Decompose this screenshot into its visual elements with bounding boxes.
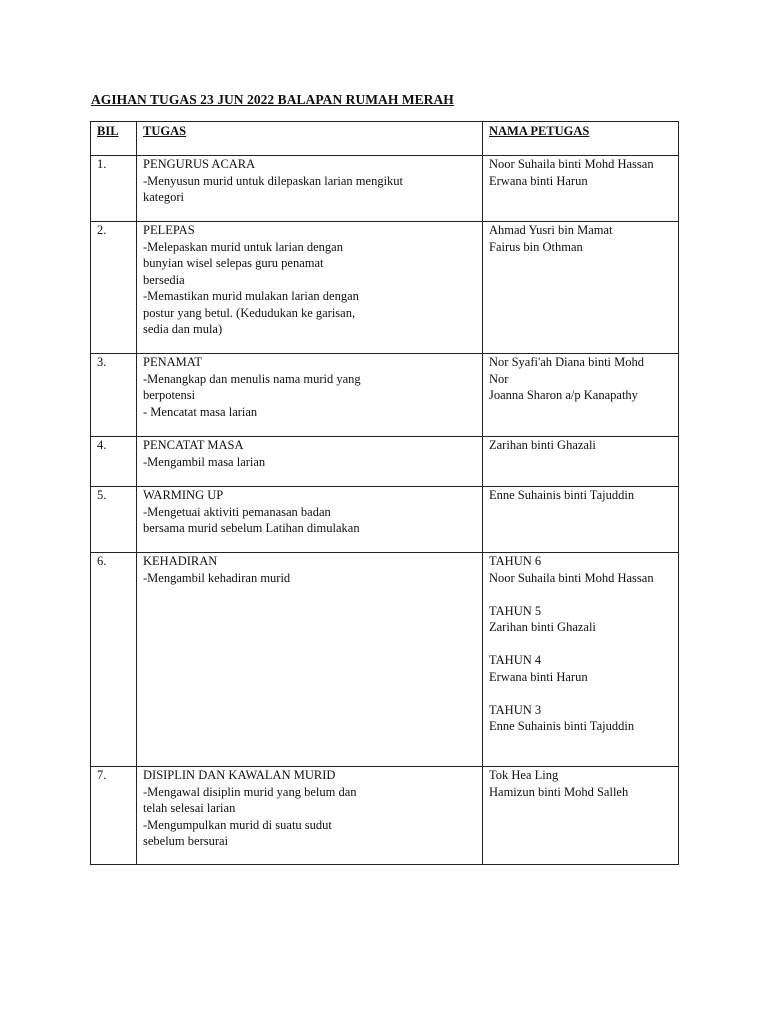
row-number: 5.: [97, 488, 107, 502]
task-line: postur yang betul. (Kedudukan ke garisan,: [143, 305, 356, 320]
task-line: PELEPAS: [143, 223, 195, 237]
task-line: berpotensi: [143, 388, 196, 402]
cell-nama-petugas: [483, 767, 679, 865]
task-line: kategori: [143, 190, 184, 204]
spacer: [489, 586, 672, 603]
task-line: -Memastikan murid mulakan larian dengan: [143, 289, 359, 303]
header-tugas: TUGAS: [137, 122, 483, 156]
task-line: -Melepaskan murid untuk larian dengan: [143, 239, 343, 254]
cell-nama-petugas: [483, 354, 679, 437]
officer-line: Zarihan binti Ghazali: [489, 620, 596, 634]
task-line: -Menyusun murid untuk dilepaskan larian mengikut: [143, 173, 404, 188]
cell-nama-petugas: [483, 553, 679, 767]
cell-tugas: [137, 354, 483, 437]
row-number: 1.: [97, 157, 107, 171]
cell-tugas: [137, 553, 483, 767]
row-number: 2.: [97, 223, 107, 237]
row-number: 6.: [97, 554, 107, 568]
cell-bil: [91, 156, 137, 222]
officer-line: Noor Suhaila binti Mohd Hassan: [489, 570, 654, 585]
cell-nama-petugas: [483, 437, 679, 487]
officer-line: Tok Hea Ling: [489, 768, 559, 782]
officer-line: Noor Suhaila binti Mohd Hassan: [489, 157, 654, 171]
cell-tugas: [137, 767, 483, 865]
table-row: [91, 437, 679, 487]
spacer: [489, 685, 672, 702]
task-line: -Mengumpulkan murid di suatu sudut: [143, 817, 332, 832]
cell-bil: [91, 487, 137, 553]
officer-line: Joanna Sharon a/p Kanapathy: [489, 388, 638, 402]
header-nama-petugas: NAMA PETUGAS: [483, 122, 679, 156]
officer-line: TAHUN 4: [489, 653, 542, 667]
cell-bil: [91, 354, 137, 437]
cell-bil: [91, 437, 137, 487]
officer-line: Erwana binti Harun: [489, 173, 588, 188]
header-bil: BIL: [91, 122, 137, 156]
table-row: [91, 487, 679, 553]
cell-nama-petugas: [483, 222, 679, 354]
task-line: -Mengambil masa larian: [143, 454, 266, 469]
cell-bil: [91, 553, 137, 767]
table-row: [91, 553, 679, 767]
cell-nama-petugas: [483, 487, 679, 553]
task-line: PENGURUS ACARA: [143, 157, 256, 171]
task-line: bersedia: [143, 272, 185, 287]
officer-line: TAHUN 3: [489, 702, 542, 717]
task-line: - Mencatat masa larian: [143, 404, 258, 419]
task-line: -Mengetuai aktiviti pemanasan badan: [143, 504, 331, 519]
cell-tugas: [137, 437, 483, 487]
officer-line: Enne Suhainis binti Tajuddin: [489, 719, 635, 733]
spacer: [489, 636, 672, 653]
officer-line: Fairus bin Othman: [489, 239, 583, 254]
cell-tugas: [137, 487, 483, 553]
row-number: 7.: [97, 768, 107, 782]
table-row: [91, 354, 679, 437]
task-line: bunyian wisel selepas guru penamat: [143, 256, 324, 270]
task-line: KEHADIRAN: [143, 554, 218, 568]
table-body: [91, 156, 679, 865]
officer-line: Ahmad Yusri bin Mamat: [489, 223, 613, 237]
task-line: -Menangkap dan menulis nama murid yang: [143, 371, 361, 386]
cell-bil: [91, 222, 137, 354]
cell-bil: [91, 767, 137, 865]
task-line: -Mengawal disiplin murid yang belum dan: [143, 784, 357, 799]
officer-line: Zarihan binti Ghazali: [489, 438, 596, 452]
table-row: [91, 156, 679, 222]
officer-line: TAHUN 5: [489, 603, 542, 618]
task-line: WARMING UP: [143, 488, 224, 502]
officer-line: Hamizun binti Mohd Salleh: [489, 784, 629, 799]
officer-line: Nor: [489, 371, 509, 386]
task-line: PENCATAT MASA: [143, 438, 244, 452]
row-number: 3.: [97, 355, 107, 369]
page-title: AGIHAN TUGAS 23 JUN 2022 BALAPAN RUMAH MERAH: [91, 92, 454, 107]
cell-nama-petugas: [483, 156, 679, 222]
task-line: -Mengambil kehadiran murid: [143, 570, 291, 585]
officer-line: Erwana binti Harun: [489, 669, 588, 684]
table-header-row: [91, 122, 679, 156]
table-row: [91, 767, 679, 865]
duty-table: [90, 121, 679, 865]
cell-tugas: [137, 156, 483, 222]
cell-tugas: [137, 222, 483, 354]
task-line: bersama murid sebelum Latihan dimulakan: [143, 521, 360, 535]
officer-line: Enne Suhainis binti Tajuddin: [489, 488, 635, 502]
row-number: 4.: [97, 438, 107, 452]
task-line: DISIPLIN DAN KAWALAN MURID: [143, 768, 336, 782]
task-line: telah selesai larian: [143, 801, 236, 815]
task-line: PENAMAT: [143, 355, 203, 369]
task-line: sebelum bersurai: [143, 834, 229, 848]
task-line: sedia dan mula): [143, 322, 223, 336]
officer-line: TAHUN 6: [489, 554, 542, 568]
table-row: [91, 222, 679, 354]
officer-line: Nor Syafi'ah Diana binti Mohd: [489, 355, 645, 369]
